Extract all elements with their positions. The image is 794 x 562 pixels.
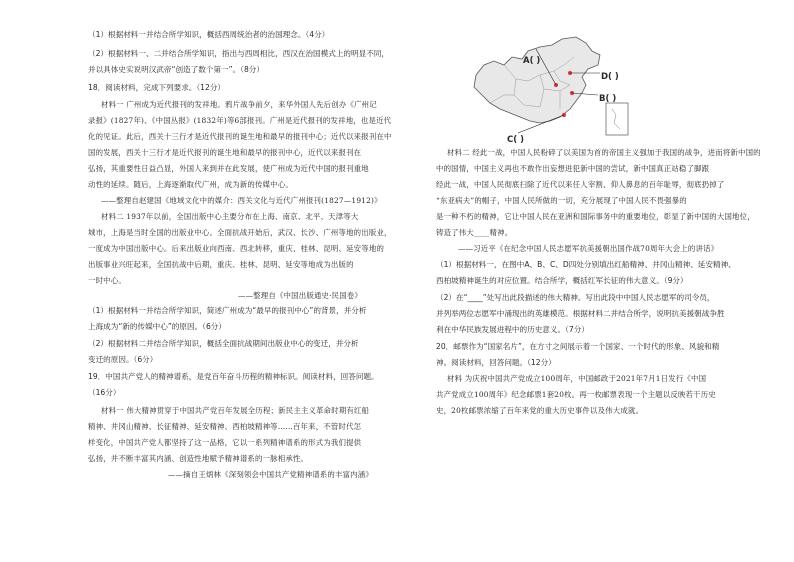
left-text-line: 国的发展，西关十三行才是近代报刊的诞生地和最早的报刊中心，近代以来报刊在 bbox=[88, 148, 362, 157]
left-text-line: 录报》(1827年)、《中国丛报》(1832年)等6部报刊。广州是近代报刊的发祥地，也是近代 bbox=[88, 116, 392, 125]
left-text-line: 动性的延续。随后，上海逐渐取代广州，成为新的传媒中心。 bbox=[88, 180, 293, 189]
left-text-line: 19．中国共产党人的精神谱系，是党百年奋斗历程的精神标识。阅读材料，回答问题。 bbox=[88, 372, 379, 381]
left-text-line: 弘扬，并不断丰富其内涵、创造性地赋予精神谱系的一脉相承性。 bbox=[88, 454, 309, 463]
left-text-line: 样变化，中国共产党人都坚持了这一品格，它以一系列精神谱系的形式为我们提供 bbox=[88, 438, 362, 447]
left-text-line: ——整理自赵建国《地域文化中的媒介：西关文化与近代广州报刊(1827—1912)》 bbox=[101, 196, 382, 205]
right-text-line: 并列举两位志愿军中涌现出的英雄模范。根据材料二并结合所学，说明抗美援朝战争胜 bbox=[436, 309, 725, 318]
left-text-line: 精神、井冈山精神、长征精神、延安精神、西柏坡精神等……百年来，不管时代怎 bbox=[88, 422, 362, 431]
right-text-line: 20．邮票作为“国家名片”，在方寸之间展示着一个国家、一个时代的形象、风貌和精 bbox=[436, 342, 720, 351]
map-label: A( ) bbox=[523, 56, 541, 66]
right-text-line: 材料二 经此一战，中国人民粉碎了以美国为首的帝国主义强加于我国的战争，进而将新中国的 bbox=[447, 148, 761, 157]
left-text-line: 一时中心。 bbox=[88, 276, 126, 285]
left-text-line: 18．阅读材料，完成下列要求。（12分） bbox=[88, 83, 226, 92]
left-text-line: ——摘自王炳林《深刻领会中国共产党精神谱系的丰富内涵》 bbox=[168, 470, 373, 479]
south-sea-inset bbox=[606, 103, 628, 135]
left-text-line: （1）根据材料一并结合所学知识，概括西周统治者的治国理念。（4分） bbox=[88, 30, 330, 39]
right-text-line: 材料 为庆祝中国共产党成立100周年，中国邮政于2021年7月1日发行《中国 bbox=[447, 374, 707, 383]
left-text-line: 出版事业兴旺起来，全国抗战中后期，重庆、桂林、昆明、延安等地成为出版的 bbox=[88, 260, 354, 269]
right-text-line: ——习近平《在纪念中国人民志愿军抗美援朝出国作战70周年大会上的讲话》 bbox=[458, 244, 719, 253]
right-text-line: 利在中华民族发展进程中的历史意义。（7分） bbox=[436, 325, 589, 334]
right-text-line: 是一种不朽的精神，它让中国人民在亚洲和国际事务中的重要地位，彰显了新中国的大国地位， bbox=[436, 212, 755, 221]
left-text-line: 材料一 广州成为近代报刊的发祥地。鸦片战争前夕，来华外国人先后创办《广州记 bbox=[101, 100, 377, 109]
china-outline bbox=[474, 37, 600, 123]
left-text-line: 并以具体史实说明汉武帝“创造了数个第一”。（8分） bbox=[88, 65, 264, 74]
right-text-line: 史，20枚邮票浓缩了百年来党的重大历史事件以及伟大成就。 bbox=[436, 406, 644, 415]
left-text-line: 上海成为“新的传媒中心”的原因。（6分） bbox=[88, 322, 226, 331]
map-label: C( ) bbox=[507, 135, 524, 145]
map-label: B( ) bbox=[599, 94, 617, 104]
left-text-line: （16分） bbox=[88, 388, 121, 397]
left-text-line: 变迁的原因。（6分） bbox=[88, 355, 158, 364]
left-text-line: 化的见证。此后，西关十三行才是近代报刊的诞生地和最早的报刊中心；近代以来报刊在中 bbox=[88, 132, 392, 141]
right-text-line: “东亚病夫”的帽子，中国人民所做的一切，充分展现了中国人民不畏强暴的 bbox=[436, 196, 687, 205]
china-map bbox=[464, 35, 634, 145]
left-text-line: ——整理自《中国出版通史·民国卷》 bbox=[238, 291, 363, 300]
left-text-line: （2）根据材料一、二并结合所学知识，指出与西周相比，西汉在治国模式上的明显不同， bbox=[88, 49, 389, 58]
left-text-line: 材料一 伟大精神贯穿于中国共产党百年发展全历程；新民主主义革命时期有红船 bbox=[101, 406, 370, 415]
right-text-line: 中的国情，中国主义再也不敢作出妄想进犯新中国的尝试，新中国真正站稳了脚跟 bbox=[436, 164, 710, 173]
left-text-line: 弘扬，其重要性日益凸显，外国人来到并在此发展，使广州成为近代中国的报刊重地 bbox=[88, 164, 369, 173]
left-text-line: 城市，上海是当时全国的出版业中心。全面抗战开始后，武汉、长沙、广州等地的出版业， bbox=[88, 228, 392, 237]
right-text-line: （1）根据材料一，在图中A、B、C、D四处分别填出红船精神、井冈山精神、延安精神、 bbox=[436, 260, 736, 269]
right-text-line: （2）在“____”处写出此段描述的伟大精神。写出此段中中国人民志愿军的司令员， bbox=[436, 293, 715, 302]
right-text-line: 经此一战，中国人民彻底扫除了近代以来任人宰割、仰人鼻息的百年耻辱，彻底扔掉了 bbox=[436, 180, 725, 189]
left-text-line: （1）根据材料一并结合所学知识，简述广州成为“最早的报刊中心”的背景，并分析 bbox=[88, 306, 367, 315]
left-text-line: 一度成为中国出版中心。后来出版业向西南、西北转移，重庆、桂林、昆明、延安等地的 bbox=[88, 244, 385, 253]
right-text-line: 共产党成立100周年》纪念邮票1套20枚。再一枚邮票表现一个主题以反映若干历史 bbox=[436, 390, 716, 399]
right-text-line: 铸造了伟大____精神。 bbox=[436, 228, 513, 237]
left-text-line: （2）根据材料二并结合所学知识，概括全面抗战期间出版业中心的变迁，并分析 bbox=[88, 339, 359, 348]
map-label: D( ) bbox=[601, 72, 619, 82]
left-text-line: 材料二 1937年以前，全国出版中心主要分布在上海、南京、北平、天津等大 bbox=[101, 212, 359, 221]
right-text-line: 西柏坡精神诞生的对应位置。结合所学，概括红军长征的伟大意义。（9分） bbox=[436, 276, 688, 285]
right-text-line: 神。阅读材料，回答问题。（12分） bbox=[436, 358, 556, 367]
